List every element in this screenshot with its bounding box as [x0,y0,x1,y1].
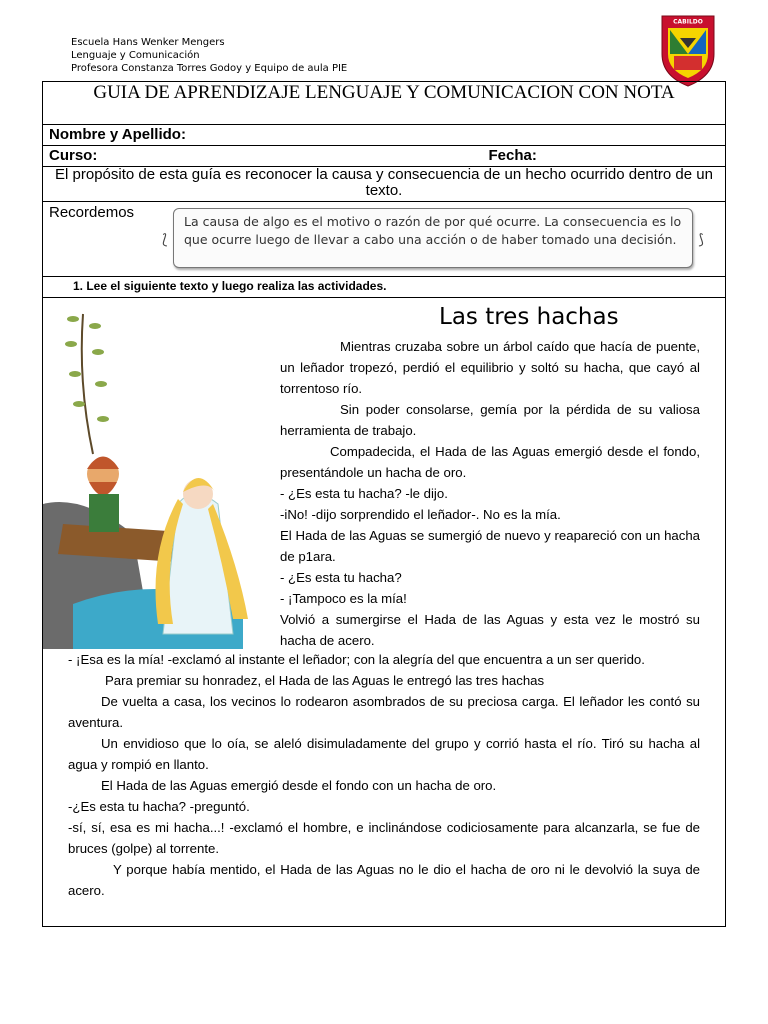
recall-label: Recordemos [49,204,135,221]
story-paragraph: El Hada de las Aguas se sumergió de nuevo y reapareció con un hacha de p1ara. [280,528,700,564]
story-paragraph: Mientras cruzaba sobre un árbol caído que hacía de puente, un leñador tropezó, perdió el equilibrio y soltó su hacha, que cayó al torrentoso río. [280,339,700,396]
recall-scroll [162,208,704,268]
worksheet-title: GUIA DE APRENDIZAJE LENGUAJE Y COMUNICACION CON NOTA [43,82,726,125]
story-paragraph: - ¿Es esta tu hacha? -le dijo. [280,486,448,501]
name-field: Nombre y Apellido: [43,125,726,146]
story-paragraph: El Hada de las Aguas emergió desde el fondo con un hacha de oro. [101,778,497,793]
story-paragraph: - ¡Esa es la mía! -exclamó al instante el leñador; con la alegría del que encuentra a un ser querido. [68,652,645,667]
story-paragraph: -¿Es esta tu hacha? -preguntó. [68,799,250,814]
story-title: Las tres hachas [439,304,619,330]
story-paragraph: Compadecida, el Hada de las Aguas emergió desde el fondo, presentándole un hacha de oro. [280,444,700,480]
date-label: Fecha: [488,147,537,164]
subject-name: Lenguaje y Comunicación [71,50,200,61]
story-paragraph: Y porque había mentido, el Hada de las Aguas no le dio el hacha de oro ni le devolvió la suya de acero. [68,862,700,898]
story-paragraph: De vuelta a casa, los vecinos lo rodearon asombrados de su preciosa carga. El leñador les contó su aventura. [68,694,700,730]
story-paragraph: Para premiar su honradez, el Hada de las Aguas le entregó las tres hachas [105,673,545,688]
story-paragraph: - ¿Es esta tu hacha? [280,570,402,585]
story-right-column [280,336,700,651]
crest-text: CABILDO [673,18,703,26]
course-label: Curso: [49,147,98,164]
scroll-curl-left-icon: ⟅ [162,232,168,248]
story-paragraph: Un envidioso que lo oía, se aleló disimuladamente del grupo y corrió hasta el río. Tiró su hacha al agua y rompió en llanto. [68,736,700,772]
recall-text: La causa de algo es el motivo o razón de por qué ocurre. La consecuencia es lo que ocurre luego de llevar a cabo una acción o de haber tomado una decisión. [184,214,682,247]
woodcutter-fairy-illustration [43,304,273,649]
teacher-name: Profesora Constanza Torres Godoy y Equipo de aula PIE [71,63,348,74]
scroll-curl-right-icon: ⟆ [698,232,704,248]
course-date-row [43,146,726,167]
story-full-width [68,649,700,901]
cabildo-crest-icon [660,14,716,88]
story-paragraph: -sí, sí, esa es mi hacha...! -exclamó el hombre, e inclinándose codiciosamente para alcanzarla, se fue de bruces (golpe) al torrente. [68,820,700,856]
story-paragraph: Sin poder consolarse, gemía por la pérdida de su valiosa herramienta de trabajo. [280,402,700,438]
recall-section [43,202,726,277]
instruction-text: 1. Lee el siguiente texto y luego realiza las actividades. [43,277,726,298]
story-paragraph: Volvió a sumergirse el Hada de las Aguas y esta vez le mostró su hacha de acero. [280,612,700,648]
worksheet-table [42,81,726,927]
school-header [71,36,347,75]
story-paragraph: - ¡Tampoco es la mía! [280,591,407,606]
purpose-text: El propósito de esta guía es reconocer la causa y consecuencia de un hecho ocurrido dentro de un texto. [43,167,726,202]
school-name: Escuela Hans Wenker Mengers [71,37,225,48]
story-paragraph: -iNo! -dijo sorprendido el leñador-. No es la mía. [280,507,561,522]
story-section [43,298,726,927]
